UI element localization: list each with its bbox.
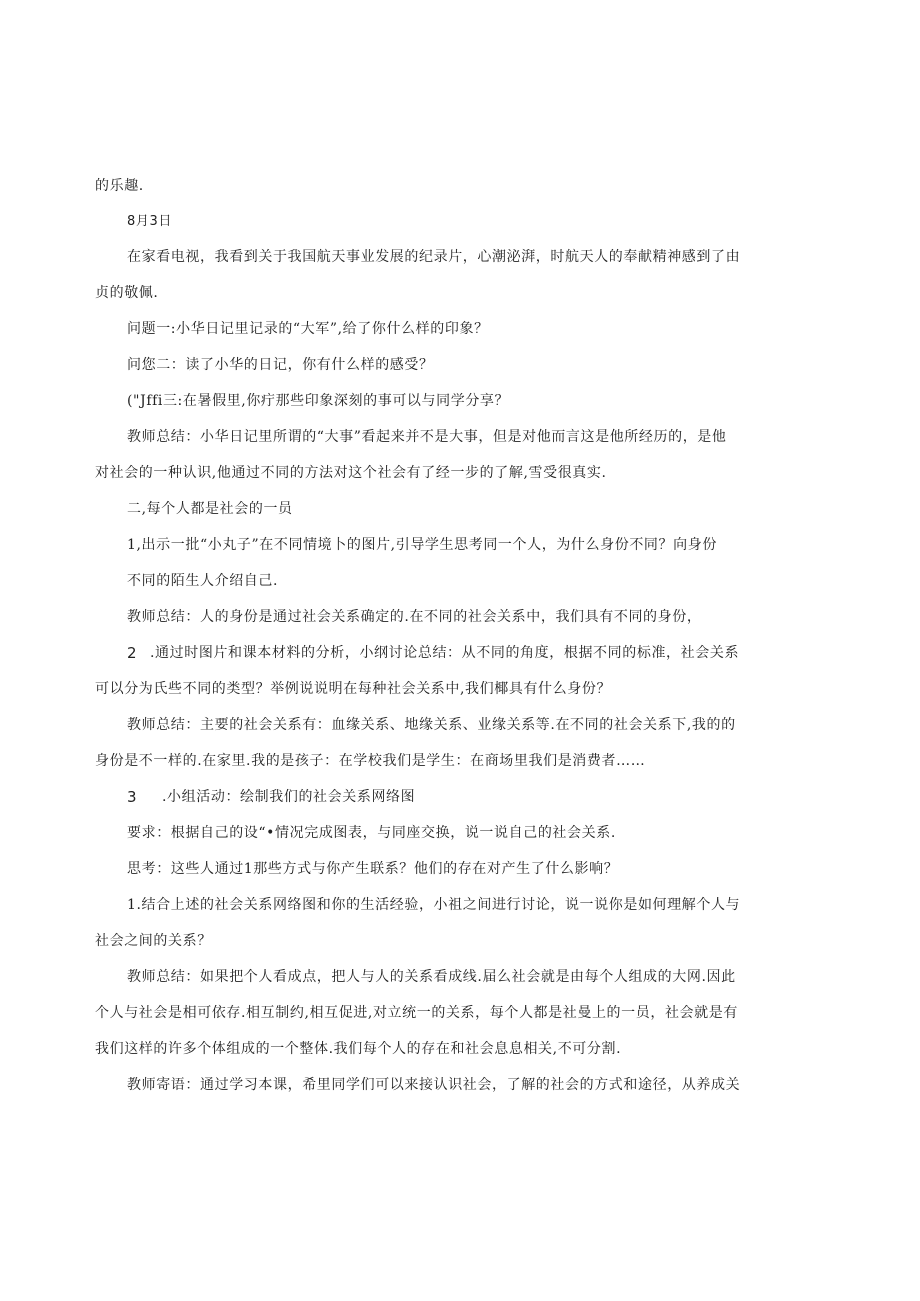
question-two: 问您二：读了小华的日记，你有什么样的感受？: [127, 357, 434, 373]
section-heading: 二,每个人都是社会的一员: [127, 501, 293, 517]
teacher-summary: 教师总结：主要的社会关系有：血缘关系、地缘关系、业缘关系等.在不同的社会关系下,我的的: [127, 717, 736, 733]
text-line: 身份是不一样的.在家里.我的是孩子：在学校我们是学生：在商场里我们是消费者……: [95, 753, 646, 769]
item-number: 2: [127, 644, 138, 662]
teacher-summary: 教师总结：小华日记里所谓的“大事”看起来并不是大事，但是对他而言这是他所经历的，是他: [127, 429, 727, 445]
teacher-summary: 教师总结：如果把个人看成点，把人与人的关系看成线.届么社会就是由每个人组成的大网.因此: [127, 969, 736, 985]
text-line: 社会之间的关系？: [95, 933, 212, 949]
text-line: 对社会的一种认识,他通过不同的方法对这个社会有了经一步的了解,雪受很真实.: [95, 465, 607, 481]
text-line: 可以分为氏些不同的类型？举例说说明在每种社会关系中,我们椰具有什么身份？: [95, 681, 612, 697]
diary-date: 8月3日: [127, 214, 172, 229]
activity-two: .通过时图片和课本材料的分析，小纲讨论总结：从不同的角度，根据不同的标准，社会关系: [150, 645, 740, 661]
teacher-message: 教师寄语：通过学习本课，希里同学们可以来接认识社会，了解的社会的方式和途径，从养成关: [127, 1077, 741, 1093]
item-number: 3: [127, 788, 138, 806]
text-line: 不同的陌生人介绍自己.: [127, 573, 279, 589]
text-line: 个人与社会是相可依存.相互制约,相互促进,对立统一的关系，每个人都是社曼上的一员，社会就是有: [95, 1005, 738, 1021]
text-line: 在家看电视，我看到关于我国航天事业发展的纪录片，心潮泌湃，时航天人的奉献精神感到了由: [127, 249, 741, 265]
requirement: 要求：根据自己的设“•情况完成图表，与同座交换，说一说自己的社会关系.: [127, 825, 616, 841]
activity-one: 1,出示一批“小丸子”在不同情境卜的图片,引导学生思考同一个人，为什么身份不同？向身份: [127, 537, 717, 553]
thinking-question: 思考：这些人通过1那些方式与你产生联系？他们的存在对产生了什么影响？: [127, 861, 619, 877]
question-three: ("Jffi三:在暑假里,你疔那些印象深刻的事可以与同学分享？: [127, 393, 510, 409]
text-line: 的乐趣.: [95, 178, 144, 194]
discussion-task: 1.结合上述的社会关系网络图和你的生活经验，小祖之间进行讨论，说一说你是如何理解个人与: [127, 897, 741, 913]
text-line: 贞的敬佩.: [95, 285, 159, 301]
activity-three: .小组活动：绘制我们的社会关系网络图: [162, 789, 416, 805]
text-line: 我们这样的许多个体组成的一个整体.我们每个人的存在和社会息息相关,不可分割.: [95, 1041, 622, 1057]
question-one: 问题一:小华日记里记录的“大军”,给了你什么样的印象？: [127, 321, 489, 337]
teacher-summary: 教师总结：人的身份是通过社会关系确定的.在不同的社会关系中，我们具有不同的身份，: [127, 609, 702, 625]
